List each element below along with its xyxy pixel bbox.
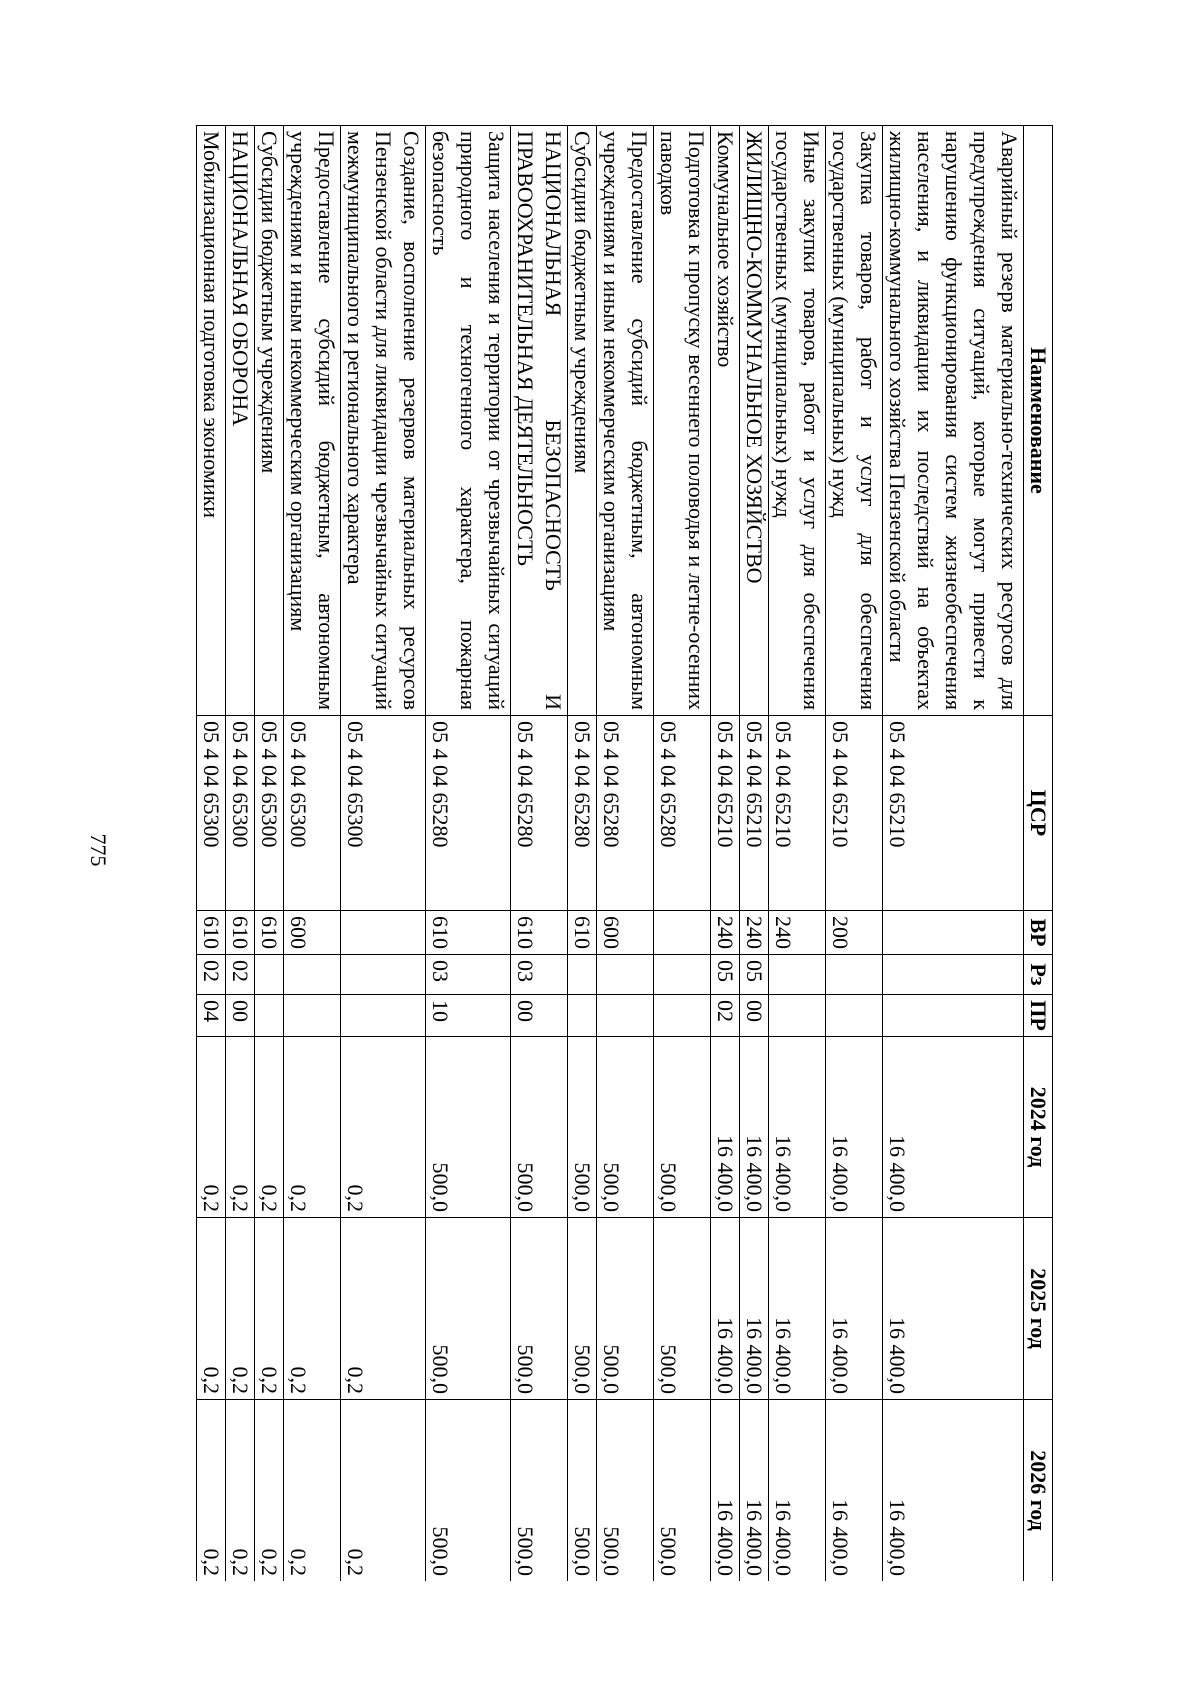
header-rz: Рз (1024, 955, 1053, 995)
cell-vr: 610 (226, 911, 255, 955)
cell-2024: 500,0 (426, 1037, 511, 1218)
cell-2024: 500,0 (597, 1037, 654, 1218)
cell-2024: 0,2 (197, 1037, 226, 1218)
cell-vr (883, 911, 1024, 955)
cell-2026: 0,2 (197, 1400, 226, 1582)
budget-table (196, 125, 1053, 1581)
cell-rz: 03 (511, 955, 568, 995)
cell-2025: 500,0 (426, 1218, 511, 1400)
cell-name: Аварийный резерв материально-технических ресурсов для предупреждения ситуаций, которые могут привести к нарушению функционирования систем жизнеобеспечения населения, и ликвидации их последствий на объектах жилищно-коммунального хозяйства Пензенской области (883, 126, 1024, 716)
cell-pr: 04 (197, 995, 226, 1037)
cell-pr: 02 (711, 995, 740, 1037)
cell-csr: 05 4 04 65210 (883, 716, 1024, 911)
table-row (255, 126, 284, 1582)
cell-2025: 16 400,0 (883, 1218, 1024, 1400)
cell-2025: 500,0 (654, 1218, 711, 1400)
cell-2025: 16 400,0 (769, 1218, 826, 1400)
cell-csr: 05 4 04 65210 (826, 716, 883, 911)
cell-2024: 0,2 (255, 1037, 284, 1218)
table-row (226, 126, 255, 1582)
cell-2024: 0,2 (226, 1037, 255, 1218)
table-row (740, 126, 769, 1582)
header-pr: ПР (1024, 995, 1053, 1037)
cell-2025: 0,2 (197, 1218, 226, 1400)
cell-pr (883, 995, 1024, 1037)
cell-pr: 00 (511, 995, 568, 1037)
cell-pr (255, 995, 284, 1037)
cell-2026: 0,2 (341, 1400, 426, 1582)
cell-rz (255, 955, 284, 995)
header-csr: ЦСР (1024, 716, 1053, 911)
table-row (769, 126, 826, 1582)
cell-2024: 16 400,0 (883, 1037, 1024, 1218)
table-row (883, 126, 1024, 1582)
cell-vr (654, 911, 711, 955)
cell-2025: 500,0 (511, 1218, 568, 1400)
cell-rz: 05 (711, 955, 740, 995)
header-2025: 2025 год (1024, 1218, 1053, 1400)
cell-name: НАЦИОНАЛЬНАЯ ОБОРОНА (226, 126, 255, 716)
cell-2026: 0,2 (226, 1400, 255, 1582)
cell-name: Мобилизационная подготовка экономики (197, 126, 226, 716)
cell-csr: 05 4 04 65300 (284, 716, 341, 911)
cell-2025: 0,2 (255, 1218, 284, 1400)
cell-name: Подготовка к пропуску весеннего половодья и летне-осенних паводков (654, 126, 711, 716)
cell-2026: 16 400,0 (711, 1400, 740, 1582)
cell-2024: 0,2 (284, 1037, 341, 1218)
table-row (654, 126, 711, 1582)
cell-rz (883, 955, 1024, 995)
cell-csr: 05 4 04 65300 (255, 716, 284, 911)
table-wrapper (133, 125, 1053, 1581)
cell-vr: 600 (597, 911, 654, 955)
cell-vr (341, 911, 426, 955)
cell-vr: 610 (255, 911, 284, 955)
cell-2025: 0,2 (284, 1218, 341, 1400)
header-2024: 2024 год (1024, 1037, 1053, 1218)
cell-2026: 500,0 (654, 1400, 711, 1582)
cell-2025: 500,0 (568, 1218, 597, 1400)
cell-2024: 16 400,0 (769, 1037, 826, 1218)
cell-2025: 0,2 (341, 1218, 426, 1400)
cell-2024: 500,0 (654, 1037, 711, 1218)
cell-csr: 05 4 04 65300 (226, 716, 255, 911)
cell-pr: 00 (740, 995, 769, 1037)
cell-pr: 00 (226, 995, 255, 1037)
table-row (511, 126, 568, 1582)
cell-rz: 05 (740, 955, 769, 995)
table-row (568, 126, 597, 1582)
table-header-row (1024, 126, 1053, 1582)
cell-2026: 16 400,0 (826, 1400, 883, 1582)
cell-rz: 03 (426, 955, 511, 995)
cell-csr: 05 4 04 65280 (426, 716, 511, 911)
cell-pr (826, 995, 883, 1037)
cell-pr (769, 995, 826, 1037)
cell-vr: 610 (426, 911, 511, 955)
cell-2024: 500,0 (568, 1037, 597, 1218)
cell-2025: 16 400,0 (826, 1218, 883, 1400)
cell-2025: 0,2 (226, 1218, 255, 1400)
cell-rz (654, 955, 711, 995)
cell-2026: 0,2 (255, 1400, 284, 1582)
cell-pr (568, 995, 597, 1037)
cell-name: НАЦИОНАЛЬНАЯ БЕЗОПАСНОСТЬ И ПРАВООХРАНИТЕЛЬНАЯ ДЕЯТЕЛЬНОСТЬ (511, 126, 568, 716)
cell-rz: 02 (197, 955, 226, 995)
cell-vr: 610 (511, 911, 568, 955)
cell-name: Закупка товаров, работ и услуг для обеспечения государственных (муниципальных) нужд (826, 126, 883, 716)
cell-csr: 05 4 04 65280 (568, 716, 597, 911)
cell-csr: 05 4 04 65210 (769, 716, 826, 911)
cell-2024: 0,2 (341, 1037, 426, 1218)
cell-2026: 500,0 (597, 1400, 654, 1582)
cell-2026: 500,0 (511, 1400, 568, 1582)
cell-vr: 600 (284, 911, 341, 955)
cell-name: Субсидии бюджетным учреждениям (568, 126, 597, 716)
cell-rz (769, 955, 826, 995)
cell-rz (568, 955, 597, 995)
cell-2025: 16 400,0 (740, 1218, 769, 1400)
cell-name: Предоставление субсидий бюджетным, автономным учреждениям и иным некоммерческим организациям (284, 126, 341, 716)
rotated-table-container (133, 125, 1053, 1581)
header-name: Наименование (1024, 126, 1053, 716)
header-2026: 2026 год (1024, 1400, 1053, 1582)
cell-name: Иные закупки товаров, работ и услуг для обеспечения государственных (муниципальных) нужд (769, 126, 826, 716)
cell-pr (654, 995, 711, 1037)
cell-name: Предоставление субсидий бюджетным, автономным учреждениям и иным некоммерческим организациям (597, 126, 654, 716)
cell-name: Субсидии бюджетным учреждениям (255, 126, 284, 716)
cell-csr: 05 4 04 65210 (740, 716, 769, 911)
cell-vr: 610 (197, 911, 226, 955)
cell-2026: 16 400,0 (883, 1400, 1024, 1582)
table-row (826, 126, 883, 1582)
cell-name: Создание, восполнение резервов материальных ресурсов Пензенской области для ликвидации чрезвычайных ситуаций межмуниципального и регионального характера (341, 126, 426, 716)
cell-rz (597, 955, 654, 995)
cell-2024: 16 400,0 (826, 1037, 883, 1218)
cell-2025: 16 400,0 (711, 1218, 740, 1400)
cell-csr: 05 4 04 65280 (597, 716, 654, 911)
cell-pr (341, 995, 426, 1037)
cell-pr (597, 995, 654, 1037)
table-row (284, 126, 341, 1582)
table-row (711, 126, 740, 1582)
cell-2025: 500,0 (597, 1218, 654, 1400)
cell-name: Защита населения и территории от чрезвычайных ситуаций природного и техногенного характера, пожарная безопасность (426, 126, 511, 716)
cell-2026: 0,2 (284, 1400, 341, 1582)
cell-csr: 05 4 04 65280 (654, 716, 711, 911)
cell-rz (284, 955, 341, 995)
cell-vr: 200 (826, 911, 883, 955)
cell-rz (826, 955, 883, 995)
table-row (426, 126, 511, 1582)
cell-2026: 500,0 (568, 1400, 597, 1582)
header-vr: ВР (1024, 911, 1053, 955)
cell-pr (284, 995, 341, 1037)
cell-pr: 10 (426, 995, 511, 1037)
cell-vr: 240 (711, 911, 740, 955)
cell-2024: 500,0 (511, 1037, 568, 1218)
cell-vr: 610 (568, 911, 597, 955)
cell-csr: 05 4 04 65210 (711, 716, 740, 911)
table-row (597, 126, 654, 1582)
table-row (341, 126, 426, 1582)
cell-csr: 05 4 04 65300 (197, 716, 226, 911)
cell-vr: 240 (769, 911, 826, 955)
table-row (197, 126, 226, 1582)
cell-2024: 16 400,0 (711, 1037, 740, 1218)
cell-name: ЖИЛИЩНО-КОММУНАЛЬНОЕ ХОЗЯЙСТВО (740, 126, 769, 716)
cell-2024: 16 400,0 (740, 1037, 769, 1218)
cell-rz: 02 (226, 955, 255, 995)
page-number: 775 (86, 833, 111, 867)
cell-2026: 16 400,0 (740, 1400, 769, 1582)
cell-vr: 240 (740, 911, 769, 955)
cell-rz (341, 955, 426, 995)
cell-csr: 05 4 04 65300 (341, 716, 426, 911)
cell-name: Коммунальное хозяйство (711, 126, 740, 716)
cell-2026: 16 400,0 (769, 1400, 826, 1582)
cell-2026: 500,0 (426, 1400, 511, 1582)
cell-csr: 05 4 04 65280 (511, 716, 568, 911)
